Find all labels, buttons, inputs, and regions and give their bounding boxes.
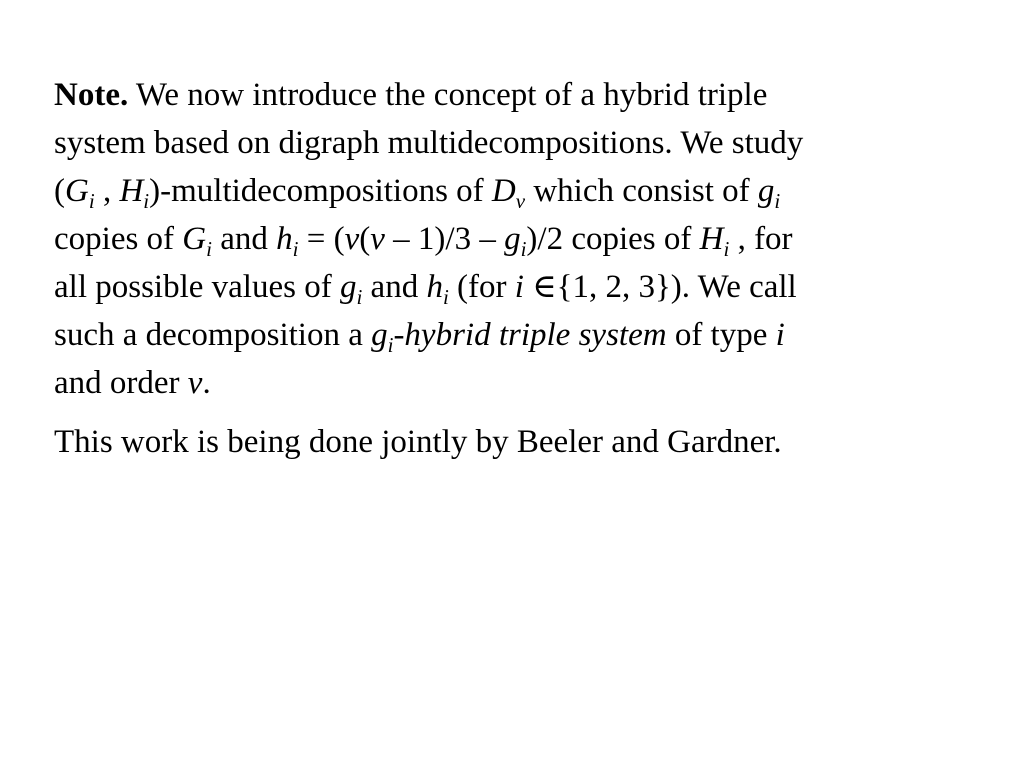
math-var: g [504,221,521,257]
math-var: G [182,221,207,257]
note-paragraph [54,71,974,407]
math-var: i [775,317,785,353]
math-var: h [426,269,443,305]
math-var: v [187,365,203,401]
note-text: )-multidecompositions of [149,173,492,209]
text-block [54,71,974,466]
note-line-3 [54,167,974,215]
note-text: We now introduce the concept of a hybrid triple [128,77,768,113]
math-subscript: i [206,237,212,261]
note-line-2 [54,119,974,167]
math-var: h [276,221,293,257]
note-text: . [202,365,211,401]
note-text: which consist of [525,173,758,209]
note-text: = ( [298,221,345,257]
note-line-6 [54,311,974,359]
math-subscript: i [520,237,527,261]
defined-term: -hybrid triple system [393,317,667,353]
note-text: (for [448,269,515,305]
credit-paragraph [54,418,974,466]
math-subscript: i [88,189,95,213]
math-subscript: v [515,189,526,213]
math-subscript: i [292,237,299,261]
note-line-5 [54,263,974,311]
math-var: g [371,317,388,353]
math-var: g [757,173,775,209]
math-var: H [699,221,724,257]
note-text: – 1)/3 – [384,221,505,257]
math-var: v [344,221,360,257]
note-line-4 [54,215,974,263]
note-text: system based on digraph multidecompositions. We study [54,125,804,161]
note-text: and order [54,365,188,401]
note-text: and [362,269,427,305]
math-subscript: i [356,285,363,309]
math-var: g [339,269,357,305]
math-var: G [65,173,89,209]
note-text: )/2 copies of [526,221,700,257]
note-text: and [211,221,277,257]
math-subscript: i [442,285,449,309]
math-var: i [514,269,524,305]
math-var: D [491,173,516,209]
note-lead: Note. [54,77,129,113]
note-text: all possible values of [54,269,340,305]
math-subscript: i [387,333,394,357]
note-line-7 [54,359,974,407]
note-line-1 [54,71,974,119]
note-text: ( [54,173,65,209]
note-text: ∈{1, 2, 3}). We call [523,269,797,305]
math-subscript: i [774,189,781,213]
note-text: of type [666,317,776,353]
math-var: v [370,221,385,257]
note-text: , for [729,221,793,257]
math-var: H [119,173,144,209]
math-subscript: i [143,189,150,213]
note-text: ( [359,221,371,257]
credit-line: This work is being done jointly by Beeler and Gardner. [54,424,782,460]
note-text: such a decomposition a [54,317,372,353]
note-text: , [94,173,120,209]
note-text: copies of [54,221,183,257]
math-subscript: i [723,237,730,261]
